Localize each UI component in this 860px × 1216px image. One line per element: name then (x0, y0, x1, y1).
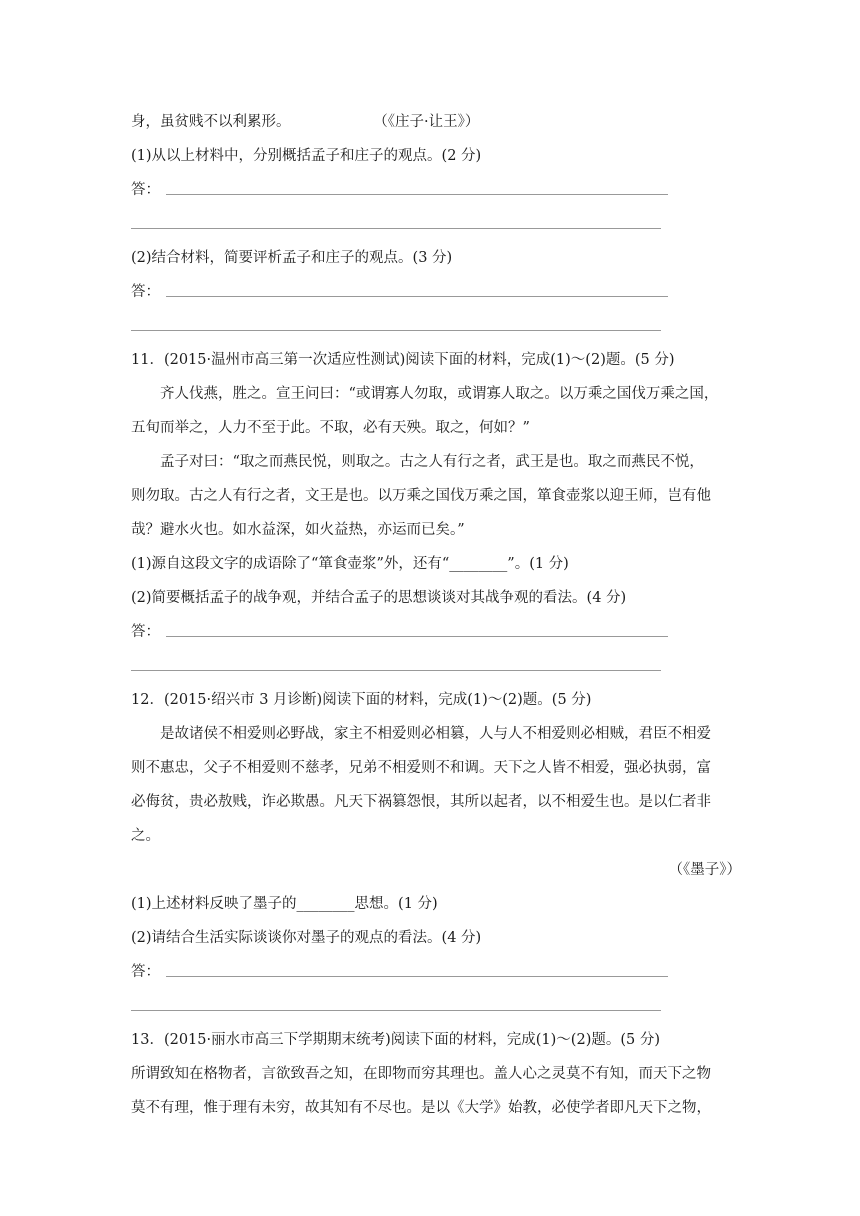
source-citation: （《庄子·让王》） (380, 114, 480, 130)
q12-passage-line: 则不惠忠，父子不相爱则不慈孝，兄弟不相爱则不和调。天下之人皆不相爱，强必执弱，富 (131, 760, 711, 776)
q11-passage-line: 齐人伐燕，胜之。宣王问曰：“或谓寡人勿取，或谓寡人取之。以万乘之国伐万乘之国， (160, 386, 719, 402)
q12-passage-line: 是故诸侯不相爱则必野战，家主不相爱则必相篡，人与人不相爱则必相贼，君臣不相爱 (160, 726, 711, 742)
answer-line[interactable] (166, 296, 668, 297)
q11-subquestion-2: (2)简要概括孟子的战争观，并结合孟子的思想谈谈对其战争观的看法。(4 分) (131, 590, 627, 606)
answer-line[interactable] (131, 330, 661, 331)
q12-subquestion-2: (2)请结合生活实际谈谈你对墨子的观点的看法。(4 分) (131, 930, 482, 946)
q10-subquestion-1: (1)从以上材料中，分别概括孟子和庄子的观点。(2 分) (131, 148, 482, 164)
passage-text: 身，虽贫贱不以利累形。 (131, 114, 291, 130)
q13-passage-line: 莫不有理，惟于理有未穷，故其知有不尽也。是以《大学》始教，必使学者即凡天下之物， (131, 1100, 711, 1116)
q12-passage-line: 之。 (131, 828, 160, 844)
answer-label: 答： (131, 624, 160, 640)
answer-line[interactable] (131, 1010, 661, 1011)
q11-passage-line: 五旬而举之，人力不至于此。不取，必有天殃。取之，何如？” (131, 420, 530, 436)
answer-line[interactable] (131, 670, 661, 671)
answer-line[interactable] (166, 194, 668, 195)
answer-label: 答： (131, 182, 160, 198)
answer-label: 答： (131, 964, 160, 980)
q11-passage-line: 则勿取。古之人有行之者，文王是也。以万乘之国伐万乘之国，箪食壶浆以迎王师，岂有他 (131, 488, 711, 504)
q11-passage-line: 哉？避水火也。如水益深，如火益热，亦运而已矣。” (131, 522, 465, 538)
answer-line[interactable] (166, 636, 668, 637)
answer-label: 答： (131, 284, 160, 300)
q12-subquestion-1: (1)上述材料反映了墨子的________思想。(1 分) (131, 896, 438, 912)
q10-subquestion-2: (2)结合材料，简要评析孟子和庄子的观点。(3 分) (131, 250, 453, 266)
answer-line[interactable] (131, 228, 661, 229)
q11-subquestion-1: (1)源自这段文字的成语除了“箪食壶浆”外，还有“________”。(1 分) (131, 556, 569, 572)
q12-passage-line: 必侮贫，贵必敖贱，诈必欺愚。凡天下祸篡怨恨，其所以起者，以不相爱生也。是以仁者非 (131, 794, 711, 810)
q12-source-citation: （《墨子》） (668, 862, 741, 878)
answer-line[interactable] (166, 976, 668, 977)
q13-passage-line: 所谓致知在格物者，言欲致吾之知，在即物而穷其理也。盖人心之灵莫不有知，而天下之物 (131, 1066, 711, 1082)
q12-header: 12．(2015·绍兴市 3 月诊断)阅读下面的材料，完成(1)～(2)题。(5 分) (131, 692, 592, 708)
passage-continuation-line (131, 112, 741, 132)
q11-header: 11．(2015·温州市高三第一次适应性测试)阅读下面的材料，完成(1)～(2)题。(5 分) (131, 352, 675, 368)
q13-header: 13．(2015·丽水市高三下学期期末统考)阅读下面的材料，完成(1)～(2)题。(5 分) (131, 1032, 660, 1048)
q11-passage-line: 孟子对曰：“取之而燕民悦，则取之。古之人有行之者，武王是也。取之而燕民不悦， (160, 454, 704, 470)
